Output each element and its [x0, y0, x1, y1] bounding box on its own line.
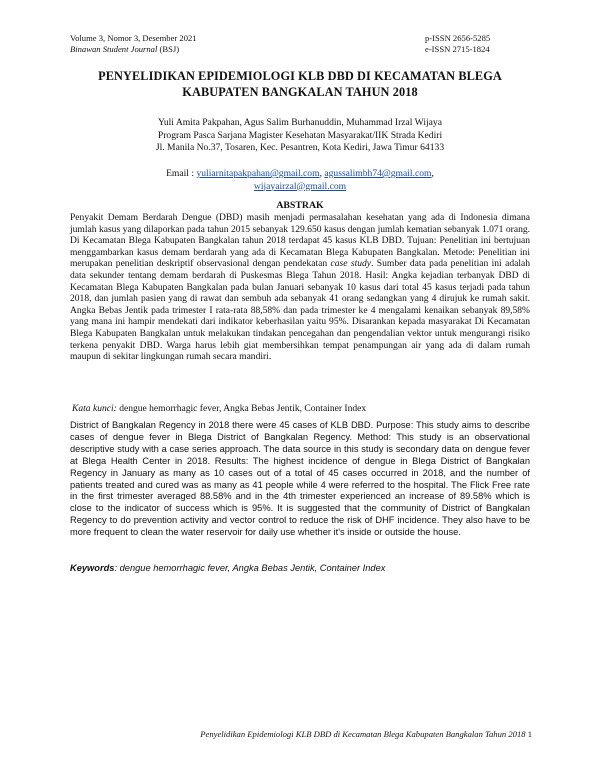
e-issn: e-ISSN 2715-1824 [425, 44, 490, 54]
keywords-english [70, 562, 530, 574]
journal-name [70, 44, 197, 55]
keywords-en-text: : dengue hemorrhagic fever, Angka Bebas Jentik, Container Index [114, 563, 386, 573]
title-line-2: KABUPATEN BANGKALAN TAHUN 2018 [182, 85, 418, 99]
abstract-indonesian [70, 212, 530, 363]
abstract-id-text-1: Penyakit Demam Berdarah Dengue (DBD) masih menjadi permasalahan kesehatan yang ada di Indonesia dimana jumlah kasus yang dilaporkan pada tahun 2015 sebanyak 129.650 kasus dengan jumlah kematian sebanyak 1.071 orang. Di Kecamatan Blega Kabupaten Bangkalan tahun 2018 terdapat 45 kasus KLB DBD. Tujuan: Penelitian ini bertujuan menggambarkan kasus demam berdarah yang ada di Kecamatan Blega Kabupaten Bangkalan. Metode: Penelitian ini merupakan penelitian deskriptif observasional dengan pendekatan [70, 212, 530, 270]
title-line-1: PENYELIDIKAN EPIDEMIOLOGI KLB DBD DI KECAMATAN BLEGA [98, 69, 502, 83]
email-label: Email : [166, 168, 197, 179]
abstract-english: District of Bangkalan Regency in 2018 there were 45 cases of KLB DBD. Purpose: This study aims to describe cases of dengue fever in Blega District of Bangkalan Regency. Method: This study is an observational descriptive study with a case series approach. The data source in this study is secondary data on dengue fever at Blega Health Center in 2018. Results: The highest incidence of dengue in Blega District of Bangkalan Regency in January as many as 10 cases out of a total of 45 cases occurred in 2018, and the number of patients treated and cured was as many as 41 people while 4 were referred to the hospital. The Flick Free rate in the first trimester averaged 88.58% and in the 4th trimester experienced an increase of 89.58% which is close to the indicator of success which is 95%. It is suggested that the community of District of Bangkalan Regency to do prevention activity and vector control to reduce the risk of DHF incidence. They also have to be more frequent to clean the water reservoir for daily use whether it's inside or outside the house. [70, 420, 530, 538]
email-link-1[interactable]: yuliarnitapakpahan@gmail.com [196, 168, 320, 179]
page-footer [200, 729, 532, 739]
email-block [120, 168, 480, 193]
keywords-en-label: Keywords [70, 563, 115, 573]
journal-header-left [70, 33, 197, 55]
page-number: 1 [525, 729, 532, 739]
paper-title [60, 68, 540, 100]
journal-title: Binawan Student Journal [70, 44, 158, 54]
abstract-id-text-2: . Sumber data pada penelitian ini adalah data sekunder tentang demam berdarah di Puskesmas Blega Tahun 2018. Hasil: Angka kejadian terbanyak DBD di Kecamatan Blega Kabupaten Bangkalan pada bulan Januari sebanyak 10 kasus dari total 45 kasus terjadi pada tahun 2018, dan jumlah pasien yang di rawat dan sembuh ada sebanyak 41 orang sedangkan yang 4 dirujuk ke rumah sakit. Angka Bebas Jentik pada trimester I rata-rata 88,58% dan pada trimester ke 4 mengalami kenaikan sebanyak 89,58% yang mana ini hampir mendekati dari indikator keberhasilan yaitu 95%. Disarankan kepada masyarakat Di Kecamatan Blega Kabupaten Bangkalan untuk melakukan tindakan pencegahan dan pengendalian vektor untuk mengurangi risiko terkena penyakit DBD. Warga harus lebih giat membersihkan tempat penampungan air yang ada di dalam rumah maupun di sekitar lingkungan rumah secara mandiri. [70, 258, 530, 363]
email-link-3[interactable]: wijayairzal@gmail.com [253, 180, 347, 192]
abstract-id-italic: case study [330, 258, 372, 270]
email-separator-1: , [319, 168, 325, 179]
journal-header-right [425, 33, 490, 55]
footer-running-title: Penyelidikan Epidemiologi KLB DBD di Kecamatan Blega Kabupaten Bangkalan Tahun 2018 [200, 729, 526, 739]
author-names: Yuli Amita Pakpahan, Agus Salim Burhanuddin, Muhammad Irzal Wijaya [157, 117, 442, 128]
journal-abbr: (BSJ) [157, 44, 180, 54]
author-block [60, 117, 540, 155]
keywords-id-text: dengue hemorrhagic fever, Angka Bebas Jentik, Container Index [116, 403, 367, 414]
abstract-heading: ABSTRAK [276, 200, 324, 211]
p-issn: p-ISSN 2656-5285 [425, 33, 491, 43]
email-separator-2: , [431, 168, 434, 179]
author-address: Jl. Manila No.37, Tosaren, Kec. Pesantren, Kota Kediri, Jawa Timur 64133 [155, 142, 445, 153]
author-affiliation: Program Pasca Sarjana Magister Kesehatan Masyarakat/IIK Strada Kediri [157, 129, 443, 141]
keywords-indonesian [72, 403, 532, 415]
email-link-2[interactable]: agussalimbh74@gmail.com [324, 168, 432, 179]
volume-info: Volume 3, Nomor 3, Desember 2021 [70, 33, 197, 43]
keywords-id-label: Kata kunci: [72, 403, 117, 414]
